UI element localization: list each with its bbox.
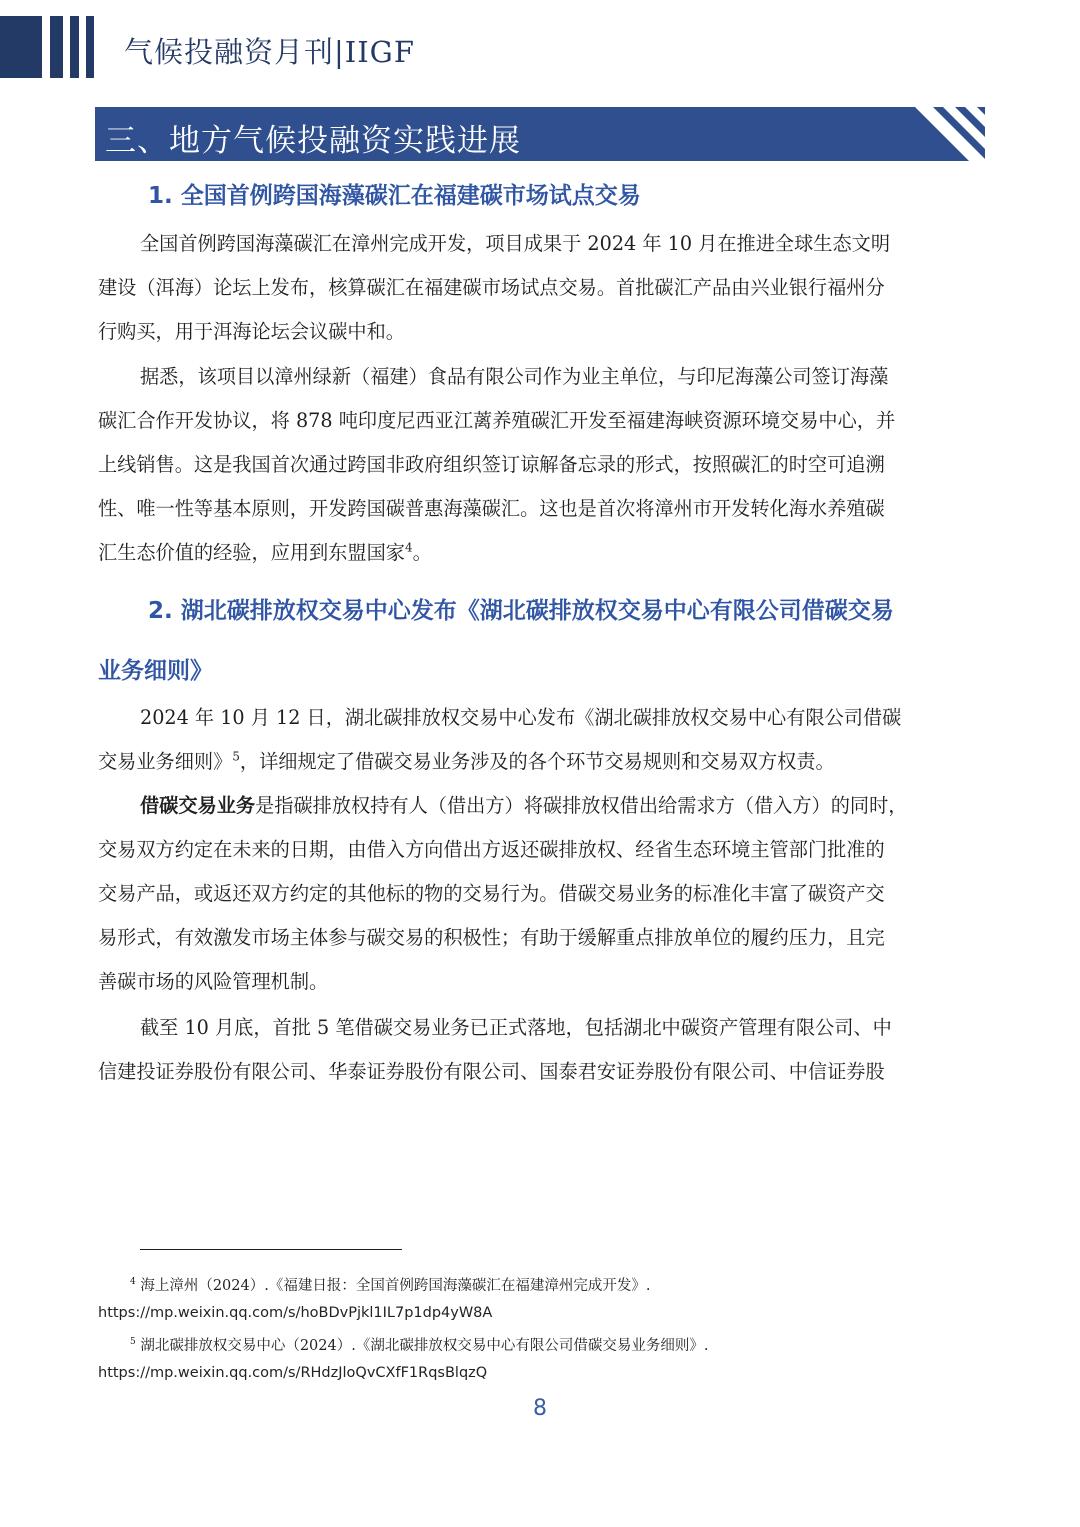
paragraph-line <box>140 792 908 820</box>
footnote-ref[interactable]: 4 <box>405 540 413 555</box>
footnote-ref[interactable]: 5 <box>232 749 240 764</box>
footnote-entry <box>130 1274 650 1295</box>
paragraph-line: 易形式，有效激发市场主体参与碳交易的积极性；有助于缓解重点排放单位的履约压力，且完 <box>98 926 885 949</box>
subsection-heading: 业务细则》 <box>98 658 213 684</box>
header-decoration-stripe <box>70 16 79 78</box>
section-banner <box>95 107 985 161</box>
subsection-heading: 2. 湖北碳排放权交易中心发布《湖北碳排放权交易中心有限公司借碳交易 <box>148 598 894 624</box>
paragraph-line: 善碳市场的风险管理机制。 <box>98 970 329 993</box>
header-title: 气候投融资月刊|IIGF <box>124 35 415 69</box>
banner-stripes-icon <box>915 107 985 161</box>
footnote-link[interactable]: https://mp.weixin.qq.com/s/hoBDvPjkl1IL7p1dp4yW8A <box>98 1305 493 1321</box>
paragraph-text: 交易业务细则》 <box>98 750 233 773</box>
footnote-text: 湖北碳排放权交易中心（2024）.《湖北碳排放权交易中心有限公司借碳交易业务细则》. <box>140 1338 709 1354</box>
paragraph-line: 截至 10 月底，首批 5 笔借碳交易业务已正式落地，包括湖北中碳资产管理有限公司、中 <box>140 1016 892 1039</box>
subsection-heading: 1. 全国首例跨国海藻碳汇在福建碳市场试点交易 <box>148 183 641 209</box>
footnote-divider <box>140 1249 402 1250</box>
paragraph-line: 碳汇合作开发协议，将 878 吨印度尼西亚江蓠养殖碳汇开发至福建海峡资源环境交易中心，并 <box>98 409 896 432</box>
paragraph-line <box>98 539 432 567</box>
paragraph-text: ，详细规定了借碳交易业务涉及的各个环节交易规则和交易双方权责。 <box>239 750 835 773</box>
footnote-text: 海上漳州（2024）.《福建日报：全国首例跨国海藻碳汇在福建漳州完成开发》. <box>140 1278 651 1294</box>
footnote-entry <box>130 1334 708 1355</box>
header-decoration-block <box>0 16 42 78</box>
page-number: 8 <box>533 1396 547 1421</box>
paragraph-line: 交易产品，或返还双方约定的其他标的物的交易行为。借碳交易业务的标准化丰富了碳资产交 <box>98 882 885 905</box>
bold-term: 借碳交易业务 <box>140 794 256 817</box>
paragraph-text: 。 <box>412 541 432 564</box>
paragraph-line: 行购买，用于洱海论坛会议碳中和。 <box>98 320 405 343</box>
paragraph-line: 交易双方约定在未来的日期，由借入方向借出方返还碳排放权、经省生态环境主管部门批准的 <box>98 838 885 861</box>
paragraph-line: 信建投证券股份有限公司、华泰证券股份有限公司、国泰君安证券股份有限公司、中信证券股 <box>98 1060 885 1083</box>
footnote-link[interactable]: https://mp.weixin.qq.com/s/RHdzJloQvCXfF1RqsBlqzQ <box>98 1365 488 1381</box>
paragraph-text: 汇生态价值的经验，应用到东盟国家 <box>98 541 405 564</box>
paragraph-line: 全国首例跨国海藻碳汇在漳州完成开发，项目成果于 2024 年 10 月在推进全球生态文明 <box>140 232 891 255</box>
footnote-number: 5 <box>130 1337 136 1348</box>
section-title: 三、地方气候投融资实践进展 <box>105 123 521 159</box>
paragraph-line: 性、唯一性等基本原则，开发跨国碳普惠海藻碳汇。这也是首次将漳州市开发转化海水养殖碳 <box>98 497 885 520</box>
paragraph-line: 2024 年 10 月 12 日，湖北碳排放权交易中心发布《湖北碳排放权交易中心有限公司借碳 <box>140 706 902 729</box>
paragraph-text: 是指碳排放权持有人（借出方）将碳排放权借出给需求方（借入方）的同时， <box>255 794 908 817</box>
paragraph-line: 据悉，该项目以漳州绿新（福建）食品有限公司作为业主单位，与印尼海藻公司签订海藻 <box>140 365 889 388</box>
header-decoration-stripe <box>50 16 63 78</box>
header-decoration-stripe <box>86 16 94 78</box>
footnote-number: 4 <box>130 1277 136 1288</box>
paragraph-line: 上线销售。这是我国首次通过跨国非政府组织签订谅解备忘录的形式，按照碳汇的时空可追溯 <box>98 453 885 476</box>
paragraph-line: 建设（洱海）论坛上发布，核算碳汇在福建碳市场试点交易。首批碳汇产品由兴业银行福州分 <box>98 276 885 299</box>
paragraph-line <box>98 748 835 776</box>
